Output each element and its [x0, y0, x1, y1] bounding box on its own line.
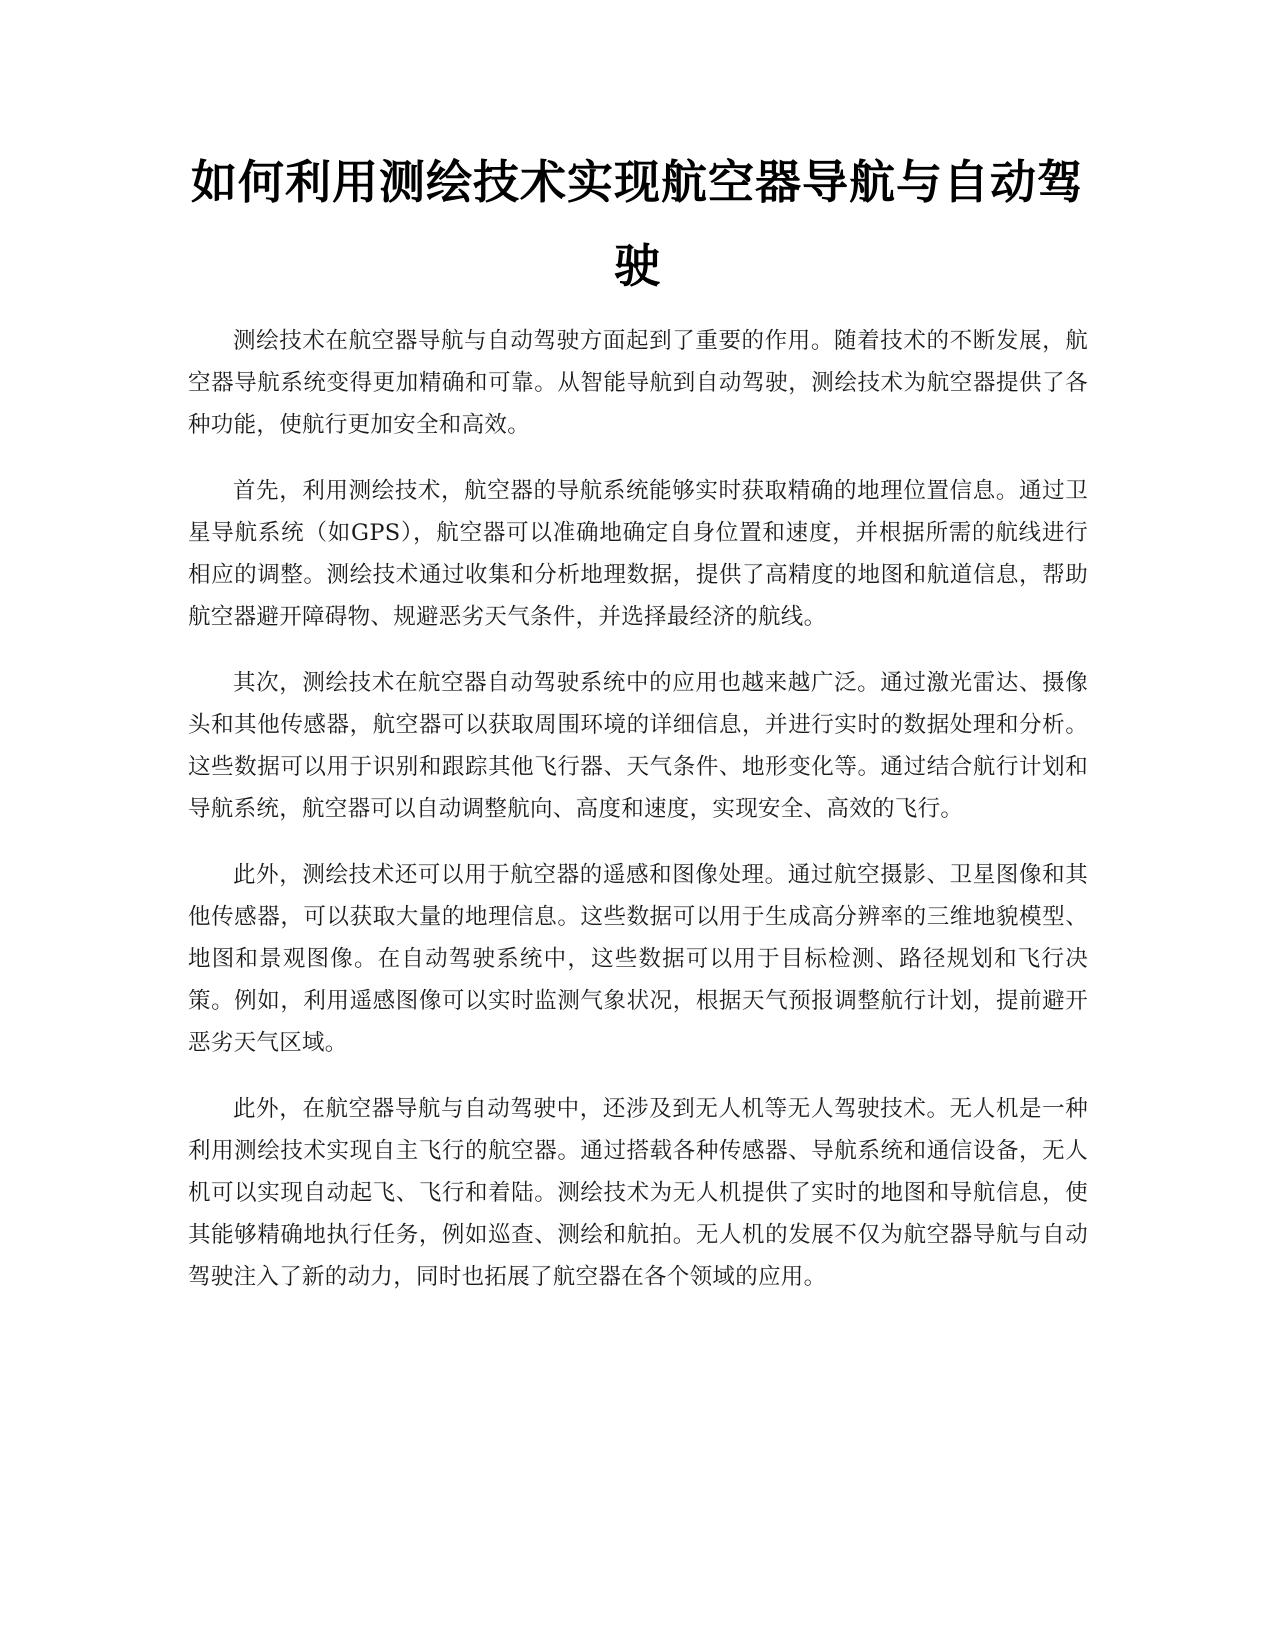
paragraph-3: 其次，测绘技术在航空器自动驾驶系统中的应用也越来越广泛。通过激光雷达、摄像头和其他传感器，航空器可以获取周围环境的详细信息，并进行实时的数据处理和分析。这些数据可以用于识别和跟踪其他飞行器、天气条件、地形变化等。通过结合航行计划和导航系统，航空器可以自动调整航向、高度和速度，实现安全、高效的飞行。 [188, 670, 1088, 822]
document-title: 如何利用测绘技术实现航空器导航与自动驾驶 [191, 155, 1084, 293]
paragraph-4: 此外，测绘技术还可以用于航空器的遥感和图像处理。通过航空摄影、卫星图像和其他传感器，可以获取大量的地理信息。这些数据可以用于生成高分辨率的三维地貌模型、地图和景观图像。在自动驾驶系统中，这些数据可以用于目标检测、路径规划和飞行决策。例如，利用遥感图像可以实时监测气象状况，根据天气预报调整航行计划，提前避开恶劣天气区域。 [188, 862, 1088, 1056]
paragraph-2: 首先，利用测绘技术，航空器的导航系统能够实时获取精确的地理位置信息。通过卫星导航系统（如GPS），航空器可以准确地确定自身位置和速度，并根据所需的航线进行相应的调整。测绘技术通过收集和分析地理数据，提供了高精度的地图和航道信息，帮助航空器避开障碍物、规避恶劣天气条件，并选择最经济的航线。 [188, 478, 1088, 630]
paragraph-5: 此外，在航空器导航与自动驾驶中，还涉及到无人机等无人驾驶技术。无人机是一种利用测绘技术实现自主飞行的航空器。通过搭载各种传感器、导航系统和通信设备，无人机可以实现自动起飞、飞行和着陆。测绘技术为无人机提供了实时的地图和导航信息，使其能够精确地执行任务，例如巡查、测绘和航拍。无人机的发展不仅为航空器导航与自动驾驶注入了新的动力，同时也拓展了航空器在各个领域的应用。 [188, 1096, 1088, 1290]
document-body [188, 320, 1088, 1322]
paragraph-1: 测绘技术在航空器导航与自动驾驶方面起到了重要的作用。随着技术的不断发展，航空器导航系统变得更加精确和可靠。从智能导航到自动驾驶，测绘技术为航空器提供了各种功能，使航行更加安全和高效。 [188, 328, 1088, 438]
